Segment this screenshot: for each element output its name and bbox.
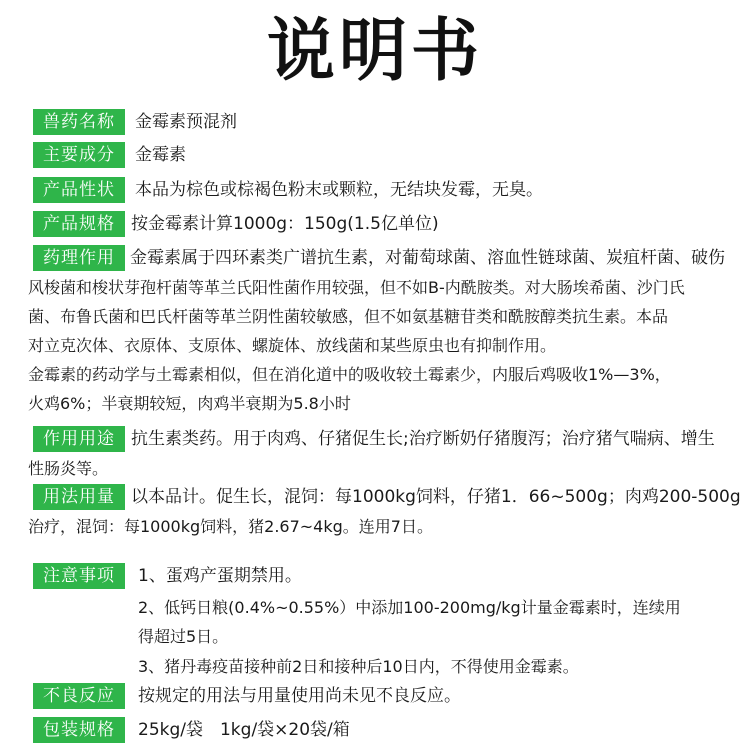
value-adverse-reaction: 按规定的用法与用量使用尚未见不良反应。 xyxy=(138,686,461,706)
notes-line-4: 3、猪丹毒疫苗接种前2日和接种后10日内，不得使用金霉素。 xyxy=(138,657,579,676)
label-adverse-reaction: 不良反应 xyxy=(33,683,125,709)
label-drug-name: 兽药名称 xyxy=(33,109,125,135)
usage-line-1: 抗生素类药。用于肉鸡、仔猪促生长;治疗断奶仔猪腹泻；治疗猪气喘病、增生 xyxy=(131,429,715,449)
value-package-spec: 25kg/袋 1kg/袋×20袋/箱 xyxy=(138,720,350,740)
pharmacology-line-3: 菌、布鲁氏菌和巴氏杆菌等革兰阴性菌较敏感，但不如氨基糖苷类和酰胺醇类抗生素。本品 xyxy=(28,307,669,326)
notes-line-2: 2、低钙日粮(0.4%~0.55%）中添加100-200mg/kg计量金霉素时，连续用 xyxy=(138,598,681,617)
pharmacology-line-4: 对立克次体、衣原体、支原体、螺旋体、放线菌和某些原虫也有抑制作用。 xyxy=(28,336,557,355)
value-product-spec: 按金霉素计算1000g：150g(1.5亿单位) xyxy=(131,214,439,234)
label-notes: 注意事项 xyxy=(33,563,125,589)
pharmacology-line-2: 风梭菌和梭状芽孢杆菌等革兰氏阳性菌作用较强，但不如B-内酰胺类。对大肠埃希菌、沙门氏 xyxy=(28,278,685,297)
label-product-property: 产品性状 xyxy=(33,177,125,203)
pharmacology-line-1: 金霉素属于四环素类广谱抗生素，对葡萄球菌、溶血性链球菌、炭疽杆菌、破伤 xyxy=(130,248,725,268)
pharmacology-line-5: 金霉素的药动学与土霉素相似，但在消化道中的吸收较土霉素少，内服后鸡吸收1%—3%， xyxy=(28,365,671,384)
dosage-line-2: 治疗，混饲：每1000kg饲料，猪2.67~4kg。连用7日。 xyxy=(28,517,433,536)
label-dosage: 用法用量 xyxy=(33,484,125,510)
label-product-spec: 产品规格 xyxy=(33,211,125,237)
label-package-spec: 包装规格 xyxy=(33,717,125,743)
value-product-property: 本品为棕色或棕褐色粉末或颗粒，无结块发霉，无臭。 xyxy=(135,180,543,200)
notes-line-3: 得超过5日。 xyxy=(138,627,229,646)
dosage-line-1: 以本品计。促生长，混饲：每1000kg饲料，仔猪1．66~500g；肉鸡200-500g xyxy=(131,487,741,507)
label-main-ingredient: 主要成分 xyxy=(33,142,125,168)
label-usage: 作用用途 xyxy=(33,426,125,452)
value-drug-name: 金霉素预混剂 xyxy=(135,112,237,132)
value-main-ingredient: 金霉素 xyxy=(135,145,186,165)
pharmacology-line-6: 火鸡6%；半衰期较短，肉鸡半衰期为5.8小时 xyxy=(28,394,351,413)
notes-line-1: 1、蛋鸡产蛋期禁用。 xyxy=(138,566,302,586)
usage-line-2: 性肠炎等。 xyxy=(28,459,109,478)
label-pharmacology: 药理作用 xyxy=(33,245,125,271)
page-title: 说明书 xyxy=(266,12,483,91)
